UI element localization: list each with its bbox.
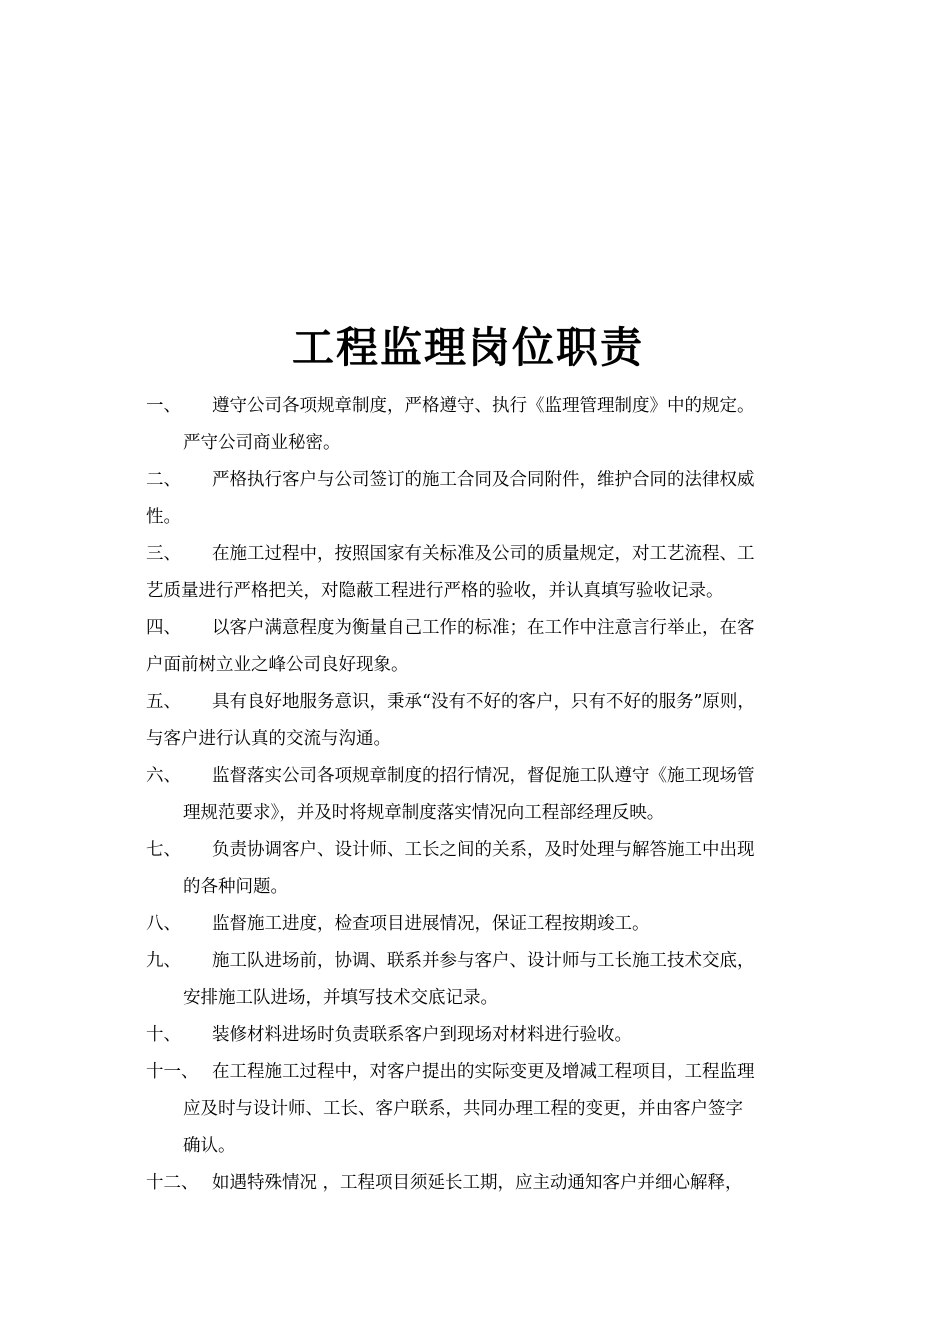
duty-item-number: 六、 <box>146 766 181 786</box>
duty-item-number: 二、 <box>146 470 181 490</box>
duty-item-number: 七、 <box>146 840 181 860</box>
duty-item-text: 具有良好地服务意识，秉承“没有不好的客户，只有不好的服务”原则， <box>212 692 755 712</box>
duty-item-first-line <box>146 943 826 980</box>
duty-list <box>146 388 826 1202</box>
document-title: 工程监理岗位职责 <box>291 323 644 372</box>
duty-item-first-line <box>146 1017 826 1054</box>
duty-item-number: 十一、 <box>146 1062 199 1082</box>
duty-item-first-line <box>146 462 826 499</box>
duty-item-text: 如遇特殊情况 ，工程项目须延长工期，应主动通知客户并细心解释， <box>212 1173 743 1193</box>
duty-item <box>146 388 826 462</box>
duty-item-text: 在工程施工过程中，对客户提出的实际变更及增减工程项目，工程监理 <box>212 1062 755 1082</box>
duty-item <box>146 1165 826 1202</box>
duty-item-continuation: 性。 <box>146 507 181 527</box>
duty-item <box>146 1017 826 1054</box>
duty-item-text: 在施工过程中，按照国家有关标准及公司的质量规定，对工艺流程、工 <box>212 544 755 564</box>
duty-item-number: 五、 <box>146 692 181 712</box>
duty-item-continuation: 严守公司商业秘密。 <box>183 433 341 453</box>
duty-item-first-line <box>146 536 826 573</box>
duty-item-text: 以客户满意程度为衡量自己工作的标准；在工作中注意言行举止，在客 <box>212 618 755 638</box>
duty-item-text: 监督施工进度，检查项目进展情况，保证工程按期竣工。 <box>212 914 650 934</box>
duty-item-continuation: 应及时与设计师、工长、客户联系，共同办理工程的变更，并由客户签字 <box>183 1099 743 1119</box>
duty-item-text: 施工队进场前，协调、联系并参与客户、设计师与工长施工技术交底， <box>212 951 755 971</box>
duty-item-number: 一、 <box>146 396 181 416</box>
duty-item-number: 九、 <box>146 951 181 971</box>
duty-item-text: 负责协调客户、设计师、工长之间的关系，及时处理与解答施工中出现 <box>212 840 755 860</box>
duty-item <box>146 684 826 758</box>
duty-item-first-line <box>146 388 826 425</box>
duty-item-number: 三、 <box>146 544 181 564</box>
duty-item-text: 装修材料进场时负责联系客户到现场对材料进行验收。 <box>212 1025 632 1045</box>
duty-item-text: 严格执行客户与公司签订的施工合同及合同附件，维护合同的法律权威 <box>212 470 755 490</box>
duty-item-first-line <box>146 610 826 647</box>
duty-item-continuation: 与客户进行认真的交流与沟通。 <box>146 729 391 749</box>
duty-item-number: 十、 <box>146 1025 181 1045</box>
duty-item <box>146 832 826 906</box>
duty-item-continuation: 户面前树立业之峰公司良好现象。 <box>146 655 409 675</box>
duty-item <box>146 536 826 610</box>
duty-item-continuation: 确认。 <box>183 1136 236 1156</box>
duty-item-number: 十二、 <box>146 1173 199 1193</box>
duty-item <box>146 906 826 943</box>
duty-item-first-line <box>146 684 826 721</box>
duty-item-first-line <box>146 758 826 795</box>
duty-item-first-line <box>146 906 826 943</box>
duty-item-text: 遵守公司各项规章制度，严格遵守、执行《监理管理制度》中的规定。 <box>212 396 755 416</box>
duty-item <box>146 610 826 684</box>
duty-item <box>146 1054 826 1165</box>
duty-item-continuation: 安排施工队进场，并填写技术交底记录。 <box>183 988 498 1008</box>
duty-item-continuation: 艺质量进行严格把关，对隐蔽工程进行严格的验收，并认真填写验收记录。 <box>146 581 724 601</box>
duty-item-text: 监督落实公司各项规章制度的招行情况，督促施工队遵守《施工现场管 <box>212 766 755 786</box>
duty-item-continuation: 理规范要求》，并及时将规章制度落实情况向工程部经理反映。 <box>183 803 665 823</box>
duty-item <box>146 943 826 1017</box>
duty-item <box>146 758 826 832</box>
duty-item-continuation: 的各种问题。 <box>183 877 288 897</box>
duty-item-first-line <box>146 1165 826 1202</box>
duty-item-first-line <box>146 1054 826 1091</box>
duty-item <box>146 462 826 536</box>
duty-item-number: 四、 <box>146 618 181 638</box>
duty-item-first-line <box>146 832 826 869</box>
duty-item-number: 八、 <box>146 914 181 934</box>
